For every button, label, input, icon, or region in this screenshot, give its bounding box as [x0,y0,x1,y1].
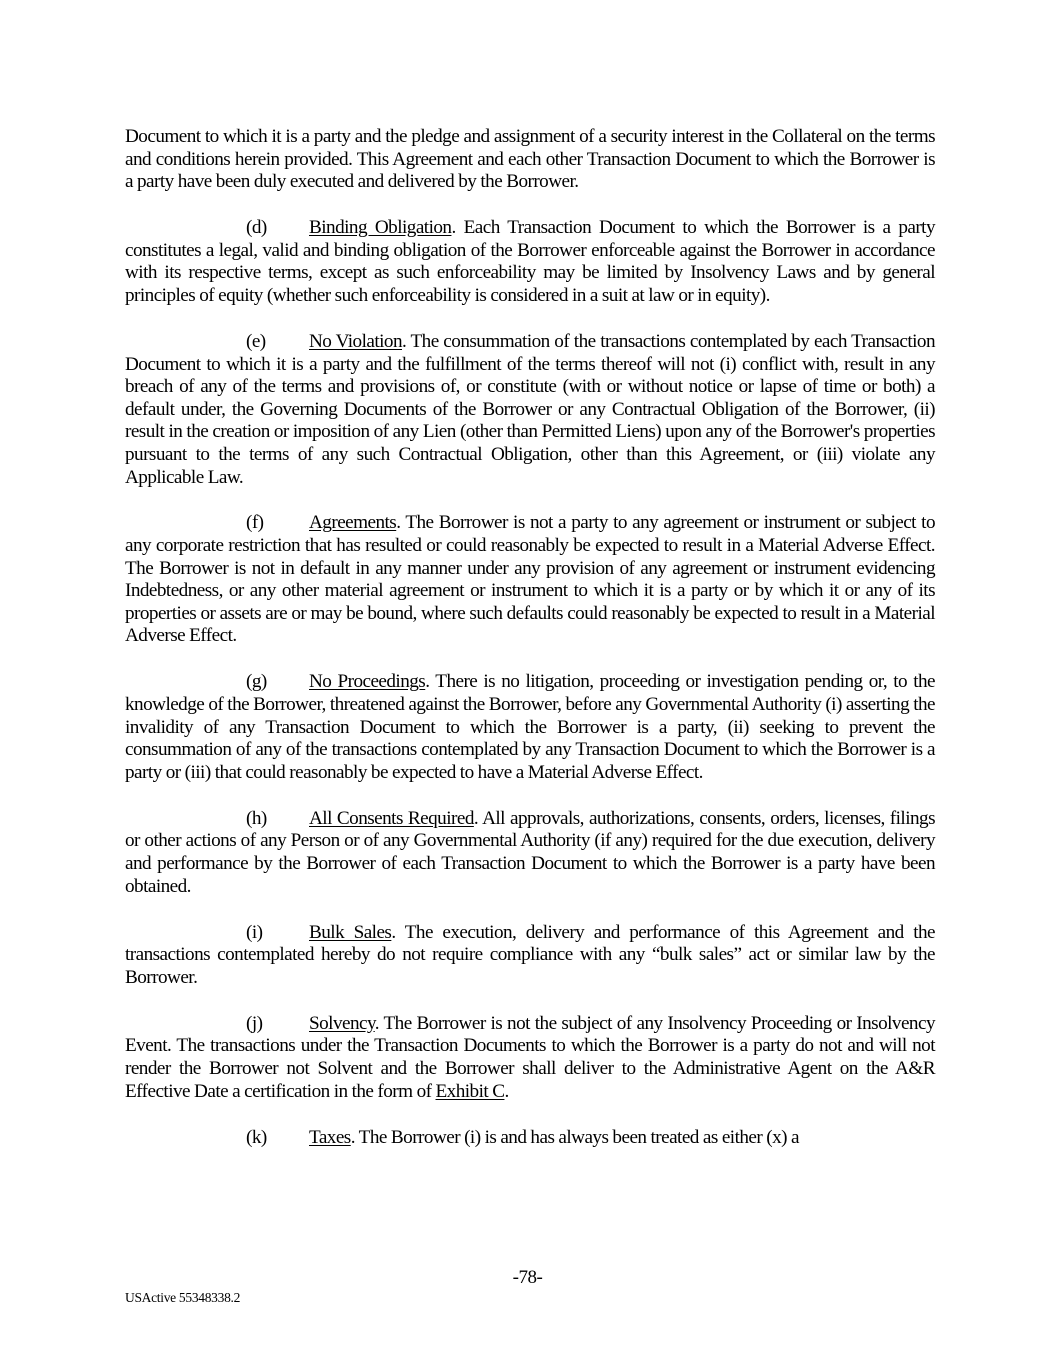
section-heading: Bulk Sales [309,921,392,943]
section-text-tail: . [504,1080,509,1102]
section-heading: No Proceedings [309,671,426,693]
exhibit-reference: Exhibit C [435,1080,505,1102]
section-h [125,808,935,898]
section-e [125,331,935,489]
section-heading: Taxes [309,1126,351,1148]
section-number: (g) [246,671,267,693]
section-j [125,1013,935,1103]
document-id: USActive 55348338.2 [125,1290,241,1305]
section-text: . The Borrower is not a party to any agreement or instrument or subject to any corporate restriction that has resulted or could reasonably be expected to result in a Material Adverse Effect. The Borrower is not in default in any manner under any provision of any agreement or instrument evidencing Indebtedness, or any other material agreement or instrument to which it is a party or by which it or any of its properties or assets are or may be bound, where such defaults could reasonably be expected to result in a Material Adverse Effect. [125,512,935,647]
page-number: -78- [512,1267,543,1288]
section-number: (e) [246,330,266,352]
section-number: (k) [246,1126,267,1148]
section-heading: Solvency [309,1012,375,1034]
section-text: . Each Transaction Document to which the Borrower is a party constitutes a legal, valid and binding obligation of the Borrower enforceable against the Borrower in accordance with its respective terms, except as such enforceability may be limited by Insolvency Laws and by general principles of equity (whether such enforceability is considered in a suit at law or in equity). [125,217,935,306]
section-f [125,512,935,648]
section-text: . The execution, delivery and performance of this Agreement and the transactions contemplated hereby do not require compliance with any “bulk sales” act or similar law by the Borrower. [125,921,935,988]
section-heading: All Consents Required [309,807,474,829]
section-d [125,217,935,307]
section-number: (j) [246,1012,263,1034]
section-number: (i) [246,921,263,943]
section-heading: No Violation [309,330,402,352]
section-heading: Binding Obligation [309,217,452,239]
section-heading: Agreements [309,512,397,534]
document-body [125,126,935,1149]
section-text: . All approvals, authorizations, consents, orders, licenses, filings or other actions of any Person or of any Governmental Authority (if any) required for the due execution, delivery and performance by the Borrower of each Transaction Document to which the Borrower is a party have been obtained. [125,807,935,897]
section-number: (f) [246,512,264,534]
section-text: . The consummation of the transactions contemplated by each Transaction Document to which it is a party and the fulfillment of the terms thereof will not (i) conflict with, result in any breach of any of the terms and provisions of, or constitute (with or without notice or lapse of time or both) a default under, the Governing Documents of the Borrower or any Contractual Obligation of the Borrower, (ii) result in the creation or imposition of any Lien (other than Permitted Liens) upon any of the Borrower's properties pursuant to the terms of any such Contractual Obligation, other than this Agreement, or (iii) violate any Applicable Law. [125,330,935,488]
section-number: (h) [246,807,267,829]
section-k [125,1127,935,1150]
continuation-paragraph: Document to which it is a party and the pledge and assignment of a security interest in the Collateral on the terms and conditions herein provided. This Agreement and each other Transaction Document to which the Borrower is a party have been duly executed and delivered by the Borrower. [125,126,935,193]
section-number: (d) [246,217,267,239]
section-g [125,671,935,784]
section-text: . There is no litigation, proceeding or investigation pending or, to the knowledge of the Borrower, threatened against the Borrower, before any Governmental Authority (i) asserting the invalidity of any Transaction Document to which the Borrower is a party, (ii) seeking to prevent the consummation of any of the transactions contemplated by any Transaction Document to which the Borrower is a party or (iii) that could reasonably be expected to have a Material Adverse Effect. [125,671,935,783]
section-i [125,922,935,990]
section-text: . The Borrower (i) is and has always been treated as either (x) a [350,1126,799,1148]
section-text: . The Borrower is not the subject of any Insolvency Proceeding or Insolvency Event. The transactions under the Transaction Documents to which the Borrower is a party do not and will not render the Borrower not Solvent and the Borrower shall deliver to the Administrative Agent on the A&R Effective Date a certification in the form of [125,1012,935,1102]
